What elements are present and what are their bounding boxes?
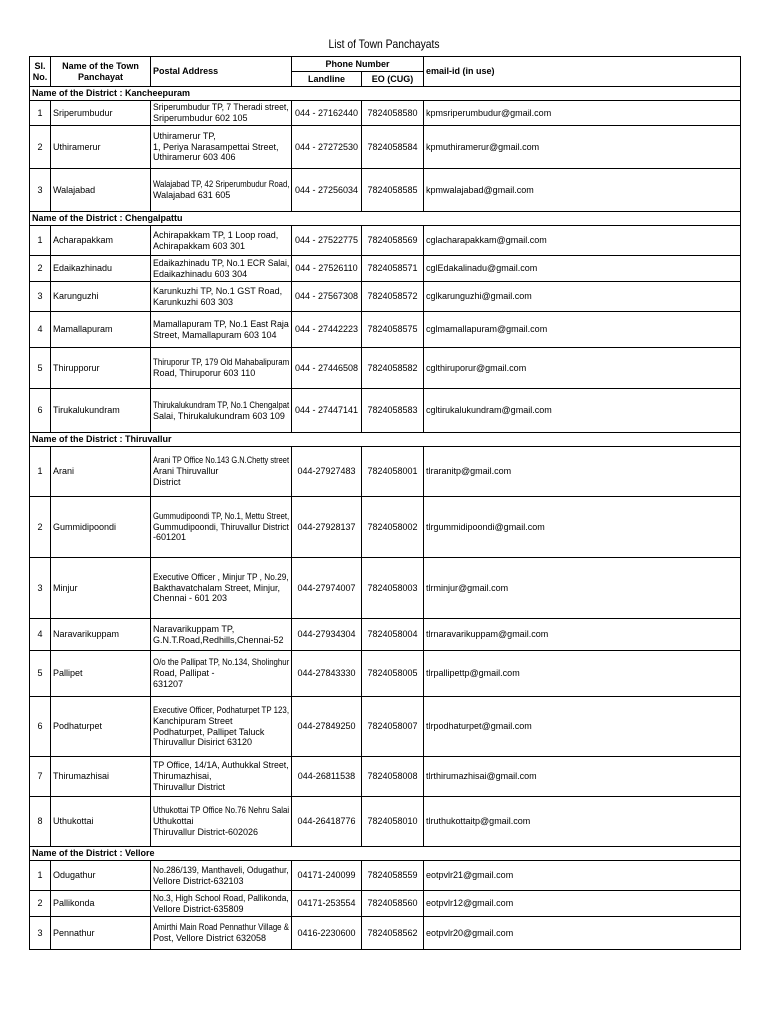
eo-cug-number: 7824058572 xyxy=(362,282,424,312)
postal-address-line: Uthiramerur 603 406 xyxy=(153,152,236,163)
table-row xyxy=(30,697,741,757)
serial-number: 3 xyxy=(30,917,51,950)
town-panchayat-name: Minjur xyxy=(51,558,151,619)
town-panchayat-name: Tirukalukundram xyxy=(51,389,151,433)
table-body xyxy=(30,87,741,950)
postal-address-line: Achirapakkam TP, 1 Loop road, xyxy=(153,229,279,240)
email-address: tlrpodhaturpet@gmail.com xyxy=(424,697,741,757)
table-row xyxy=(30,126,741,169)
town-panchayat-name: Uthukottai xyxy=(51,797,151,847)
eo-cug-number: 7824058010 xyxy=(362,797,424,847)
table-row xyxy=(30,256,741,282)
serial-number: 2 xyxy=(30,497,51,558)
postal-address-line: Thiruvallur District xyxy=(153,781,226,792)
email-address: tlrthirumazhisai@gmail.com xyxy=(424,757,741,797)
serial-number: 1 xyxy=(30,101,51,126)
table-row xyxy=(30,226,741,256)
table-row xyxy=(30,389,741,433)
landline-number: 044-27927483 xyxy=(292,447,362,497)
postal-address-line: Uthukottai TP Office No.76 Nehru Salai xyxy=(153,805,290,816)
email-address: tlrpallipettp@gmail.com xyxy=(424,651,741,697)
header-town-panchayat-name: Name of the Town Panchayat xyxy=(51,57,151,87)
postal-address-line: Edaikazhinadu 603 304 xyxy=(153,268,248,279)
landline-number: 044 - 27446508 xyxy=(292,348,362,389)
town-panchayat-name: Arani xyxy=(51,447,151,497)
serial-number: 3 xyxy=(30,282,51,312)
eo-cug-number: 7824058571 xyxy=(362,256,424,282)
eo-cug-number: 7824058559 xyxy=(362,861,424,891)
postal-address xyxy=(151,312,292,348)
header-email: email-id (in use) xyxy=(424,57,741,87)
town-panchayat-name: Walajabad xyxy=(51,169,151,212)
email-address: eotpvlr20@gmail.com xyxy=(424,917,741,950)
email-address: kpmwalajabad@gmail.com xyxy=(424,169,741,212)
eo-cug-number: 7824058575 xyxy=(362,312,424,348)
email-address: tlrgummidipoondi@gmail.com xyxy=(424,497,741,558)
postal-address-line: Uthukottai xyxy=(153,816,194,827)
postal-address xyxy=(151,497,292,558)
email-address: kpmuthiramerur@gmail.com xyxy=(424,126,741,169)
district-label: Name of the District : Chengalpattu xyxy=(30,212,741,226)
town-panchayat-name: Sriperumbudur xyxy=(51,101,151,126)
postal-address-line: Kanchipuram Street xyxy=(153,715,233,726)
district-header-row xyxy=(30,212,741,226)
postal-address xyxy=(151,757,292,797)
postal-address-line: No.286/139, Manthaveli, Odugathur, xyxy=(153,864,289,875)
eo-cug-number: 7824058584 xyxy=(362,126,424,169)
town-panchayat-name: Pallipet xyxy=(51,651,151,697)
postal-address-line: O/o the Pallipat TP, No.134, Sholinghur xyxy=(153,657,290,668)
serial-number: 6 xyxy=(30,389,51,433)
eo-cug-number: 7824058562 xyxy=(362,917,424,950)
postal-address-line: Executive Officer , Minjur TP , No.29, xyxy=(153,571,289,582)
town-panchayat-name: Thirumazhisai xyxy=(51,757,151,797)
landline-number: 044-26811538 xyxy=(292,757,362,797)
postal-address xyxy=(151,101,292,126)
postal-address-line: Chennai - 601 203 xyxy=(153,593,228,604)
eo-cug-number: 7824058008 xyxy=(362,757,424,797)
serial-number: 1 xyxy=(30,226,51,256)
postal-address-line: Amirthi Main Road Pennathur Village & xyxy=(153,922,289,933)
postal-address xyxy=(151,348,292,389)
table-row xyxy=(30,497,741,558)
landline-number: 044 - 27526110 xyxy=(292,256,362,282)
landline-number: 044 - 27567308 xyxy=(292,282,362,312)
table-row xyxy=(30,447,741,497)
postal-address xyxy=(151,126,292,169)
district-label: Name of the District : Thiruvallur xyxy=(30,433,741,447)
serial-number: 3 xyxy=(30,558,51,619)
district-label: Name of the District : Kancheepuram xyxy=(30,87,741,101)
eo-cug-number: 7824058560 xyxy=(362,891,424,917)
landline-number: 044-27974007 xyxy=(292,558,362,619)
serial-number: 2 xyxy=(30,891,51,917)
eo-cug-number: 7824058005 xyxy=(362,651,424,697)
postal-address-line: Thiruvallur Disirict 63120 xyxy=(153,737,253,748)
postal-address-line: Road, Thiruporur 603 110 xyxy=(153,368,256,378)
serial-number: 1 xyxy=(30,861,51,891)
table-row xyxy=(30,651,741,697)
landline-number: 044-27928137 xyxy=(292,497,362,558)
page-title: List of Town Panchayats xyxy=(328,37,440,51)
serial-number: 3 xyxy=(30,169,51,212)
email-address: kpmsriperumbudur@gmail.com xyxy=(424,101,741,126)
town-panchayat-name: Thirupporur xyxy=(51,348,151,389)
postal-address-line: Karunkuzhi TP, No.1 GST Road, xyxy=(153,285,283,296)
serial-number: 1 xyxy=(30,447,51,497)
email-address: tlruthukottaitp@gmail.com xyxy=(424,797,741,847)
header-postal-address: Postal Address xyxy=(151,57,292,87)
postal-address xyxy=(151,697,292,757)
postal-address-line: Mamallapuram TP, No.1 East Raja xyxy=(153,318,289,329)
eo-cug-number: 7824058580 xyxy=(362,101,424,126)
postal-address xyxy=(151,256,292,282)
postal-address-line: No.3, High School Road, Pallikonda, xyxy=(153,892,289,903)
email-address: tlraranitp@gmail.com xyxy=(424,447,741,497)
postal-address-line: Thiruporur TP, 179 Old Mahabalipuram xyxy=(153,357,290,368)
header-phone-number: Phone Number xyxy=(292,57,424,72)
header-eo-cug: EO (CUG) xyxy=(362,72,424,87)
town-panchayat-name: Podhaturpet xyxy=(51,697,151,757)
postal-address-line: Bakthavatchalam Street, Minjur, xyxy=(153,582,281,593)
email-address: tlrminjur@gmail.com xyxy=(424,558,741,619)
email-address: cglmamallapuram@gmail.com xyxy=(424,312,741,348)
landline-number: 044-27934304 xyxy=(292,619,362,651)
postal-address-line: -601201 xyxy=(153,532,187,543)
landline-number: 044 - 27162440 xyxy=(292,101,362,126)
table-row xyxy=(30,282,741,312)
postal-address-line: 1, Periya Narasampettai Street, xyxy=(153,141,279,152)
postal-address-line: Post, Vellore District 632058 xyxy=(153,933,267,943)
email-address: cglkarunguzhi@gmail.com xyxy=(424,282,741,312)
landline-number: 0416-2230600 xyxy=(292,917,362,950)
town-panchayat-name: Naravarikuppam xyxy=(51,619,151,651)
town-panchayat-name: Pennathur xyxy=(51,917,151,950)
postal-address-line: Executive Officer, Podhaturpet TP 123, xyxy=(153,704,290,715)
district-header-row xyxy=(30,87,741,101)
town-panchayat-name: Pallikonda xyxy=(51,891,151,917)
eo-cug-number: 7824058002 xyxy=(362,497,424,558)
postal-address-line: Vellore District-632103 xyxy=(153,875,244,886)
postal-address xyxy=(151,619,292,651)
serial-number: 7 xyxy=(30,757,51,797)
email-address: eotpvlr21@gmail.com xyxy=(424,861,741,891)
table-row xyxy=(30,757,741,797)
postal-address-line: Street, Mamallapuram 603 104 xyxy=(153,329,277,340)
postal-address-line: Road, Pallipat - xyxy=(153,668,215,679)
postal-address-line: Sriperumbudur TP, 7 Theradi street, xyxy=(153,102,289,113)
postal-address xyxy=(151,447,292,497)
eo-cug-number: 7824058583 xyxy=(362,389,424,433)
landline-number: 044 - 27442223 xyxy=(292,312,362,348)
postal-address-line: Naravarikuppam TP, xyxy=(153,623,235,634)
postal-address-line: TP Office, 14/1A, Authukkal Street, xyxy=(153,760,289,771)
table-row xyxy=(30,101,741,126)
serial-number: 8 xyxy=(30,797,51,847)
postal-address-line: Achirapakkam 603 301 xyxy=(153,240,246,251)
email-address: cglacharapakkam@gmail.com xyxy=(424,226,741,256)
landline-number: 044 - 27256034 xyxy=(292,169,362,212)
district-label: Name of the District : Vellore xyxy=(30,847,741,861)
eo-cug-number: 7824058001 xyxy=(362,447,424,497)
serial-number: 5 xyxy=(30,651,51,697)
serial-number: 4 xyxy=(30,312,51,348)
postal-address-line: Gummudipoondi, Thiruvallur District xyxy=(153,521,289,532)
postal-address xyxy=(151,558,292,619)
serial-number: 2 xyxy=(30,126,51,169)
district-header-row xyxy=(30,847,741,861)
landline-number: 044 - 27272530 xyxy=(292,126,362,169)
table-row xyxy=(30,348,741,389)
email-address: cglEdakalinadu@gmail.com xyxy=(424,256,741,282)
eo-cug-number: 7824058003 xyxy=(362,558,424,619)
postal-address xyxy=(151,891,292,917)
postal-address-line: Arani TP Office No.143 G.N.Chetty street xyxy=(153,455,290,466)
postal-address-line: Sriperumbudur 602 105 xyxy=(153,113,248,123)
landline-number: 044-26418776 xyxy=(292,797,362,847)
table-row xyxy=(30,917,741,950)
postal-address-line: G.N.T.Road,Redhills,Chennai-52 xyxy=(153,634,284,645)
eo-cug-number: 7824058585 xyxy=(362,169,424,212)
postal-address-line: Walajabad TP, 42 Sriperumbudur Road, xyxy=(153,179,290,190)
table-row xyxy=(30,891,741,917)
email-address: cglthiruporur@gmail.com xyxy=(424,348,741,389)
postal-address xyxy=(151,797,292,847)
eo-cug-number: 7824058004 xyxy=(362,619,424,651)
town-panchayat-name: Edaikazhinadu xyxy=(51,256,151,282)
table-row xyxy=(30,312,741,348)
postal-address-line: Gummudipoondi TP, No.1, Mettu Street, xyxy=(153,510,290,521)
landline-number: 04171-240099 xyxy=(292,861,362,891)
postal-address xyxy=(151,651,292,697)
eo-cug-number: 7824058569 xyxy=(362,226,424,256)
district-header-row xyxy=(30,433,741,447)
postal-address-line: Salai, Thirukalukundram 603 109 xyxy=(153,410,285,421)
table-row xyxy=(30,619,741,651)
postal-address-line: Uthiramerur TP, xyxy=(153,130,216,141)
postal-address xyxy=(151,169,292,212)
landline-number: 04171-253554 xyxy=(292,891,362,917)
postal-address-line: Vellore District-635809 xyxy=(153,903,244,914)
postal-address-line: 631207 xyxy=(153,678,184,689)
landline-number: 044-27843330 xyxy=(292,651,362,697)
email-address: cgltirukalukundram@gmail.com xyxy=(424,389,741,433)
table-row xyxy=(30,169,741,212)
serial-number: 5 xyxy=(30,348,51,389)
landline-number: 044 - 27522775 xyxy=(292,226,362,256)
town-panchayat-name: Uthiramerur xyxy=(51,126,151,169)
serial-number: 4 xyxy=(30,619,51,651)
postal-address-line: Podhaturpet, Pallipet Taluck xyxy=(153,726,265,737)
postal-address xyxy=(151,282,292,312)
postal-address-line: Arani Thiruvallur xyxy=(153,466,219,477)
postal-address xyxy=(151,917,292,950)
postal-address-line: Thiruvallur District-602026 xyxy=(153,826,259,837)
eo-cug-number: 7824058582 xyxy=(362,348,424,389)
town-panchayat-name: Gummidipoondi xyxy=(51,497,151,558)
postal-address-line: Karunkuzhi 603 303 xyxy=(153,296,234,307)
header-landline: Landline xyxy=(292,72,362,87)
table-row xyxy=(30,861,741,891)
postal-address xyxy=(151,861,292,891)
town-panchayat-table xyxy=(29,56,741,950)
email-address: tlrnaravarikuppam@gmail.com xyxy=(424,619,741,651)
postal-address-line: Thirumazhisai, xyxy=(153,771,212,782)
header-sl-no: Sl. No. xyxy=(30,57,51,87)
serial-number: 6 xyxy=(30,697,51,757)
landline-number: 044-27849250 xyxy=(292,697,362,757)
town-panchayat-name: Karunguzhi xyxy=(51,282,151,312)
postal-address-line: District xyxy=(153,476,181,487)
postal-address xyxy=(151,389,292,433)
eo-cug-number: 7824058007 xyxy=(362,697,424,757)
postal-address-line: Edaikazhinadu TP, No.1 ECR Salai, xyxy=(153,257,290,268)
serial-number: 2 xyxy=(30,256,51,282)
postal-address-line: Walajabad 631 605 xyxy=(153,190,231,200)
postal-address xyxy=(151,226,292,256)
town-panchayat-name: Odugathur xyxy=(51,861,151,891)
table-row xyxy=(30,797,741,847)
landline-number: 044 - 27447141 xyxy=(292,389,362,433)
table-row xyxy=(30,558,741,619)
postal-address-line: Thirukalukundram TP, No.1 Chengalpat xyxy=(153,399,290,410)
town-panchayat-name: Mamallapuram xyxy=(51,312,151,348)
email-address: eotpvlr12@gmail.com xyxy=(424,891,741,917)
town-panchayat-name: Acharapakkam xyxy=(51,226,151,256)
